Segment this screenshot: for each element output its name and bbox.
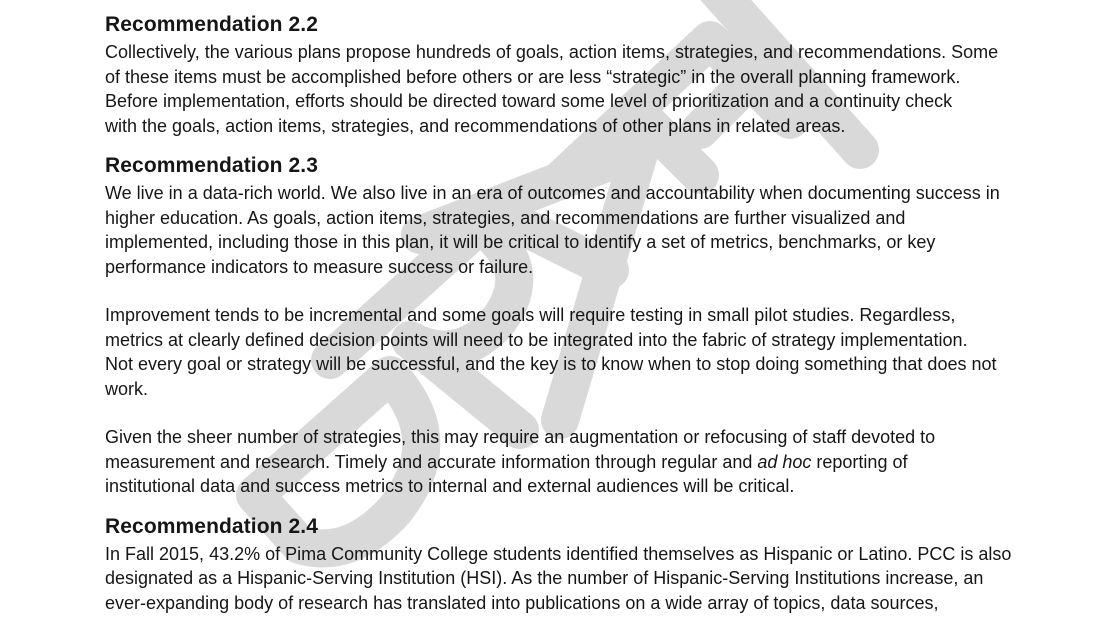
heading-recommendation-2-4: Recommendation 2.4 (105, 514, 319, 538)
text-line: metrics at clearly defined decision points will need to be integrated into the fabric of strategy implementation. (105, 329, 968, 350)
heading-recommendation-2-3: Recommendation 2.3 (105, 154, 319, 177)
text-line: Improvement tends to be incremental and some goals will require testing in small pilot studies. Regardless, (105, 305, 956, 325)
text-line: In Fall 2015, 43.2% of Pima Community College students identified themselves as Hispanic or Latino. PCC is also (105, 543, 1012, 564)
text-line: We live in a data-rich world. We also live in an era of outcomes and accountability when documenting success in (105, 183, 1000, 203)
text-line: ever-expanding body of research has translated into publications on a wide array of topics, data sources, (105, 592, 939, 613)
text-segment: reporting of (811, 451, 908, 472)
paragraph-2-3-a (105, 181, 1045, 279)
text-line: higher education. As goals, action items, strategies, and recommendations are further visualized and (105, 207, 906, 228)
text-line: implemented, including those in this plan, it will be critical to identify a set of metrics, benchmarks, or key (105, 232, 936, 252)
text-line (105, 450, 1045, 475)
text-line: Not every goal or strategy will be successful, and the key is to know when to stop doing something that does not (105, 354, 997, 374)
text-line: Before implementation, efforts should be directed toward some level of prioritization and a continuity check (105, 91, 953, 111)
text-line: work. (105, 378, 149, 399)
italic-text: ad hoc (757, 451, 812, 472)
text-line: institutional data and success metrics to internal and external audiences will be critical. (105, 476, 795, 496)
paragraph-2-4 (105, 542, 1045, 616)
text-line: performance indicators to measure success or failure. (105, 256, 534, 277)
text-line: Collectively, the various plans propose hundreds of goals, action items, strategies, and recommendations. Some (105, 42, 999, 62)
text-line: Given the sheer number of strategies, this may require an augmentation or refocusing of staff devoted to (105, 427, 936, 447)
text-line: designated as a Hispanic-Serving Institution (HSI). As the number of Hispanic-Serving Institutions increase, an (105, 568, 984, 588)
paragraph-2-2 (105, 40, 1045, 138)
paragraph-2-3-b (105, 303, 1045, 401)
heading-recommendation-2-2: Recommendation 2.2 (105, 13, 319, 36)
text-segment: measurement and research. Timely and accurate information through regular and (105, 451, 758, 472)
text-line: with the goals, action items, strategies, and recommendations of other plans in related areas. (105, 115, 846, 136)
document-body (105, 10, 1045, 615)
paragraph-2-3-c (105, 425, 1045, 499)
text-line: of these items must be accomplished before others or are less “strategic” in the overall planning framework. (105, 66, 961, 87)
